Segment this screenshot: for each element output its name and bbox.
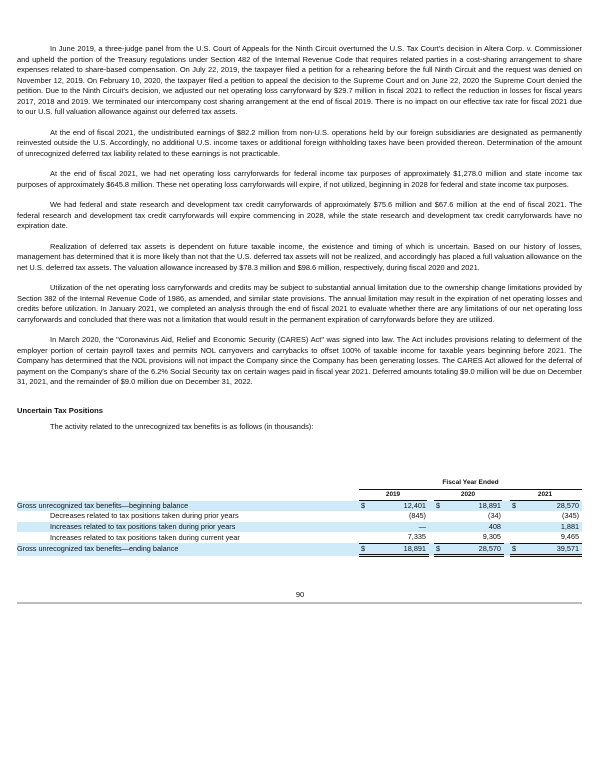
row-label: Gross unrecognized tax benefits—beginning balance [17,501,359,512]
cell-value: (845) [408,511,426,521]
paragraph-valuation-allowance: Realization of deferred tax assets is dependent on future taxable income, the existence and timing of which is uncertain. Based on our history of losses, management has determined that it is more likely than not that the U.S. deferred tax assets will not be realized, and accordingly has placed a full valuation allowance on the net U.S. deferred tax assets. The valuation allowance increased by $78.3 million and $98.6 million, respectively, during fiscal 2020 and 2021. [17,241,582,272]
cell-value: 408 [446,522,504,533]
cell-value: — [371,522,429,533]
table-row [17,532,582,543]
cell-value: 9,305 [482,532,501,542]
cell-value: 9,465 [560,532,580,542]
year-header-2020: 2020 [434,490,502,501]
document-body [17,44,582,432]
cell-value: (34) [488,511,501,521]
footer-divider [17,602,582,604]
table-row [17,522,582,533]
table-row [17,511,582,522]
paragraph-section-382: Utilization of the net operating loss carryforwards and credits may be subject to substantial annual limitation due to the ownership change limitations provided by Section 382 of the Internal Revenue Code of 1986, as amended, and similar state provisions. The annual limitation may result in the expiration of net operating losses and credits before utilization. In January 2021, we completed an analysis through the end of fiscal 2021 to evaluate whether there are any limitations of our net operating loss carryforwards and concluded that there was not a limitation that would result in the permanent expiration of carryforwards before they are utilized. [17,283,582,324]
cell-value: 39,571 [522,543,582,556]
table-header-group-row [17,478,582,489]
row-label: Decreases related to tax positions taken during prior years [50,511,239,521]
cell-value: 1,881 [522,522,582,533]
cell-value: 7,335 [407,532,426,542]
year-header-2021: 2021 [510,490,580,501]
cell-value: 18,891 [371,543,429,556]
paragraph-nol-carryforwards: At the end of fiscal 2021, we had net operating loss carryforwards for federal income tax purposes of approximately $1,278.0 million and state income tax purposes of approximately $645.8 million. These net operating loss carryforwards will expire, if not utilized, beginning in 2028 for federal and state income tax purposes. [17,169,582,189]
paragraph-rd-credits: We had federal and state research and development tax credit carryforwards of approximately $75.6 million and $67.6 million at the end of fiscal 2021. The federal research and development tax credit carryforwards will expire commencing in 2028, while the state research and development tax credit carryforwards have no expiration date. [17,200,582,230]
fiscal-year-ended-header: Fiscal Year Ended [359,478,582,489]
year-header-2019: 2019 [359,490,427,501]
unrecognized-tax-benefits-table [17,478,582,557]
cell-value: 28,570 [446,543,504,556]
cell-value: 28,570 [522,501,582,512]
section-intro: The activity related to the unrecognized tax benefits is as follows (in thousands): [50,421,314,431]
paragraph-undistributed-earnings: At the end of fiscal 2021, the undistributed earnings of $82.2 million from non-U.S. operations held by our foreign subsidiaries are designated as permanently reinvested outside the U.S. Accordingly, no additional U.S. income taxes or additional foreign withholding taxes have been provided thereon. Determination of the amount of unrecognized deferred tax liability related to these earnings is not practicable. [17,127,582,158]
cell-value: (345) [562,511,580,521]
page-number: 90 [295,590,305,599]
paragraph-cares-act: In March 2020, the "Coronavirus Aid, Relief and Economic Security (CARES) Act" was signed into law. The Act includes provisions relating to deferment of the employer portion of certain payroll taxes and permits NOL carryovers and carrybacks to offset 100% of taxable income for taxable years beginning before 2021. The Company has determined that the NOL provisions will not impact the Company since the Company has been generating losses. The CARES Act allowed for the deferral of payment on the Company's share of the 6.2% Social Security tax on certain wages paid in fiscal year 2021. Deferred amounts totaling $9.0 million will be due on December 31, 2021, and the remainder of $9.0 million due on December 31, 2022. [17,335,582,386]
table-header-years-row [17,489,582,501]
row-label: Gross unrecognized tax benefits—ending balance [17,543,359,556]
cell-value: 12,401 [371,501,429,512]
table-row-total: Gross unrecognized tax benefits—ending balance $ 18,891 $ 28,570 $ 39,571 [17,543,582,556]
table-row: Gross unrecognized tax benefits—beginning balance $ 12,401 $ 18,891 $ 28,570 [17,501,582,512]
section-title: Uncertain Tax Positions [17,405,103,415]
row-label: Increases related to tax positions taken during prior years [17,522,359,533]
paragraph-altera: In June 2019, a three-judge panel from the U.S. Court of Appeals for the Ninth Circuit overturned the U.S. Tax Court's decision in Altera Corp. v. Commissioner and upheld the portion of the Treasury regulations under Section 482 of the Internal Revenue Code that requires related parties in a cost-sharing arrangement to share expenses related to share-based compensation. On July 22, 2019, the taxpayer filed a petition for a rehearing before the full Ninth Circuit and the request was denied on November 12, 2019. On February 10, 2020, the taxpayer filed a petition to appeal the decision to the Supreme Court and on June 22, 2020 the Supreme Court denied the petition. Due to the Ninth Circuit's decision, we adjusted our net operating loss carryforward by $29.7 million in fiscal 2021 to reflect the reduction in losses for fiscal years 2017, 2018 and 2019. We terminated our intercompany cost sharing arrangement at the end of fiscal 2019. There is no impact on our effective tax rate for fiscal 2021 due to our U.S. full valuation allowance against our deferred tax assets. [17,44,582,116]
cell-value: 18,891 [446,501,504,512]
row-label: Increases related to tax positions taken during current year [50,532,240,542]
